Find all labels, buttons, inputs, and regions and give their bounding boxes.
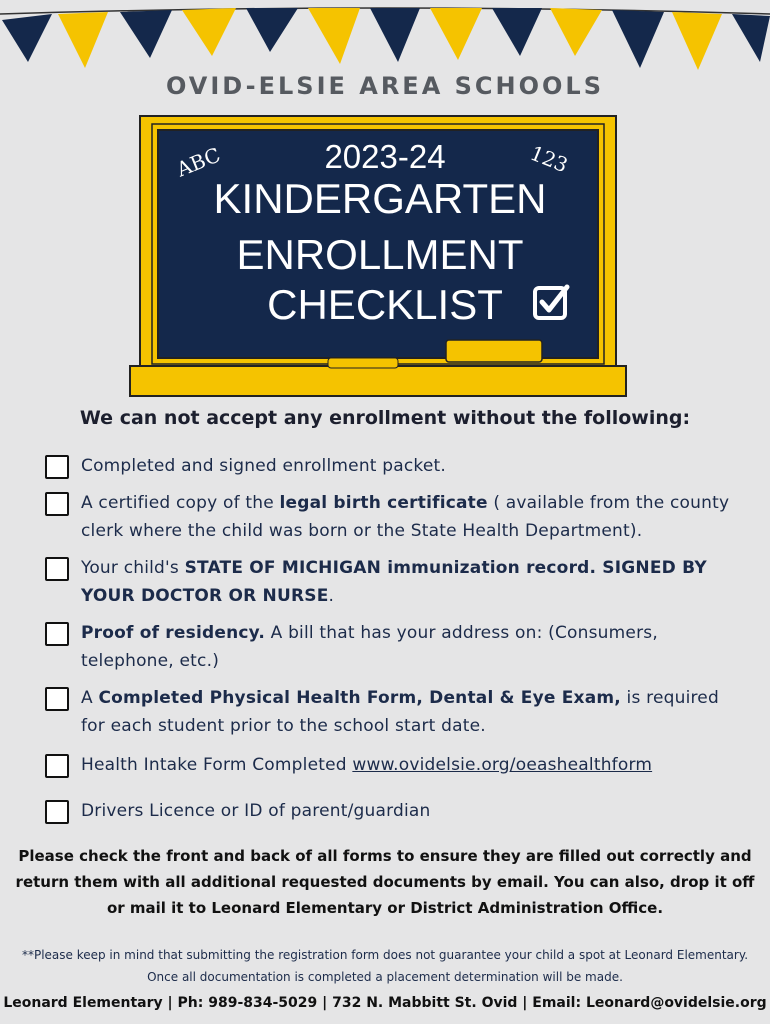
item-text: Drivers Licence or ID of parent/guardian bbox=[81, 801, 431, 821]
checkbox[interactable] bbox=[45, 687, 69, 711]
school-name: OVID-ELSIE AREA SCHOOLS bbox=[166, 72, 604, 100]
item-text: Your child's STATE OF MICHIGAN immunization record. SIGNED BY YOUR DOCTOR OR NURSE. bbox=[81, 558, 707, 606]
checkbox[interactable] bbox=[45, 622, 69, 646]
contact-footer: Leonard Elementary | Ph: 989-834-5029 | 732 N. Mabbitt St. Ovid | Email: Leonard@ovidelsie.org bbox=[3, 995, 767, 1011]
requirements-heading: We can not accept any enrollment without the following: bbox=[79, 407, 691, 429]
checkbox[interactable] bbox=[45, 492, 69, 516]
item-text: Proof of residency. A bill that has your address on: (Consumers, telephone, etc.) bbox=[81, 623, 658, 671]
item-text: Health Intake Form Completed www.ovidelsie.org/oeashealthform bbox=[81, 755, 653, 775]
title-line-3: CHECKLIST bbox=[267, 281, 503, 328]
title-line-2: ENROLLMENT bbox=[236, 231, 524, 278]
bunting-banner bbox=[0, 0, 770, 80]
instructions-note: Please check the front and back of all forms to ensure they are filled out correctly and return them with all additional requested documents by email. You can also, drop it off or mail it to Leonard Elementary or District Administration Office. bbox=[15, 847, 755, 917]
checkbox[interactable] bbox=[45, 455, 69, 479]
checkbox-checked-icon bbox=[532, 283, 570, 321]
checkbox[interactable] bbox=[45, 557, 69, 581]
checkbox[interactable] bbox=[45, 800, 69, 824]
item-text: A Completed Physical Health Form, Dental & Eye Exam, is required for each student prior to the school start date. bbox=[81, 688, 719, 736]
school-year: 2023-24 bbox=[324, 138, 446, 175]
checkbox[interactable] bbox=[45, 754, 69, 778]
title-line-1: KINDERGARTEN bbox=[213, 175, 547, 222]
disclaimer-note: **Please keep in mind that submitting the registration form does not guarantee your child a spot at Leonard Elementary. Once all documentation is completed a placement determination will be made. bbox=[21, 948, 749, 984]
health-form-link[interactable]: www.ovidelsie.org/oeashealthform bbox=[352, 755, 653, 775]
item-text: Completed and signed enrollment packet. bbox=[81, 456, 446, 476]
numbers-doodle: 123 bbox=[526, 140, 572, 178]
item-text: A certified copy of the legal birth certificate ( available from the county clerk where the child was born or the State Health Department). bbox=[81, 493, 730, 541]
abc-doodle: ABC bbox=[173, 142, 224, 182]
